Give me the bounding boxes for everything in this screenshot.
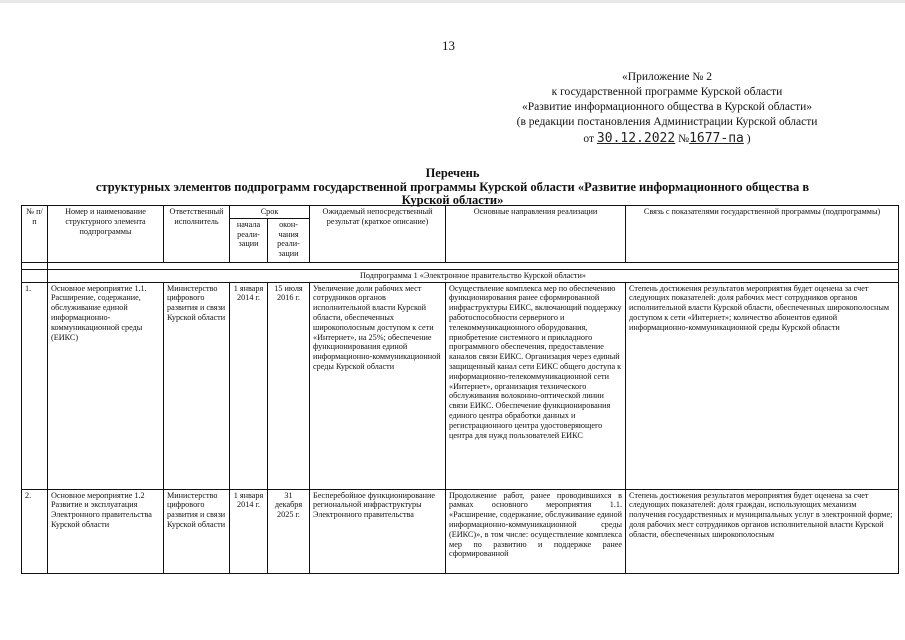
row-num: 1. <box>22 282 48 489</box>
header-end: окон-чания реали-зации <box>268 218 310 262</box>
structural-elements-table <box>21 205 899 574</box>
spacer-cell <box>48 262 899 269</box>
row-end: 31 декабря 2025 г. <box>268 489 310 573</box>
header-directions: Основные направления реализации <box>446 206 626 263</box>
row-link: Степень достижения результатов мероприятия будет оценена за счет следующих показателей: доля граждан, использующих механизм получения государственных и муниципальных услуг в электронной форме; доля рабочих мест сотрудников органов исполнительной власти Курской области, обеспеченных широкополосным <box>626 489 899 573</box>
document-subtitle-line-1: структурных элементов подпрограмм государственной программы Курской области «Развитие информационного общества в <box>95 180 810 194</box>
appendix-line-3: «Развитие информационного общества в Курской области» <box>521 101 813 113</box>
number-value: 1677-па <box>689 131 744 146</box>
row-start: 1 января 2014 г. <box>230 282 268 489</box>
appendix-date-line <box>487 131 847 147</box>
row-link: Степень достижения результатов мероприятия будет оценена за счет следующих показателей: доля рабочих мест сотрудников органов исполнительной власти Курской области, обеспеченных широкополосным доступом к сети «Интернет»; количество абонентов единой информационно-коммуникационной среды Курской области <box>626 282 899 489</box>
subprogram-num-cell <box>22 269 48 282</box>
closing-bracket: ) <box>746 133 751 145</box>
header-responsible: Ответственный исполнитель <box>164 206 230 263</box>
document-title: Перечень <box>425 166 480 180</box>
header-link: Связь с показателями государственной программы (подпрограммы) <box>626 206 899 263</box>
number-prefix: № <box>678 133 690 145</box>
header-start: начала реали-зации <box>230 218 268 262</box>
header-name: Номер и наименование структурного элемента подпрограммы <box>48 206 164 263</box>
appendix-line-2: к государственной программе Курской области <box>551 86 783 98</box>
header-term: Срок <box>230 206 310 219</box>
row-num: 2. <box>22 489 48 573</box>
page-number: 13 <box>442 38 455 53</box>
date-prefix: от <box>583 133 595 145</box>
row-name: Основное мероприятие 1.2 Развитие и эксплуатация Электронного правительства Курской области <box>48 489 164 573</box>
table-header-row <box>22 206 899 219</box>
subprogram-row <box>22 269 899 282</box>
row-directions: Осуществление комплекса мер по обеспечению функционирования ранее сформированной инфраструктуры ЕИКС, включающий поддержку работоспособности серверного и телекоммуникационного оборудования, приобретение системного и прикладного программного обеспечения, предоставление каналов связи ЕИКС. Организация через единый защищенный канал сети ЕИКС общего доступа к информационно-телекоммуникационной сети «Интернет», организация технического обслуживания волоконно-оптической линии связи ЕИКС. Обеспечение функционирования единого центра обработки данных и регистрационного центра удостоверяющего центра для нужд пользователей ЕИКС <box>446 282 626 489</box>
row-start: 1 января 2014 г. <box>230 489 268 573</box>
row-responsible: Министерство цифрового развития и связи Курской области <box>164 489 230 573</box>
spacer-cell <box>22 262 48 269</box>
row-name: Основное мероприятие 1.1. Расширение, содержание, обслуживание единой информационно-коммуникационной среды (ЕИКС) <box>48 282 164 489</box>
appendix-line-4: (в редакции постановления Администрации Курской области <box>516 116 818 128</box>
table-row <box>22 282 899 489</box>
header-num: № п/п <box>22 206 48 263</box>
document-subtitle-line-2: Курской области» <box>401 193 504 207</box>
row-result: Увеличение доли рабочих мест сотрудников органов исполнительной власти Курской области, обеспеченных широкополосным доступом к сети «Интернет», на 25%; обеспечение функционирования единой информационно-коммуникационной среды Курской области <box>310 282 446 489</box>
table-row <box>22 489 899 573</box>
date-value: 30.12.2022 <box>596 131 676 146</box>
row-result: Бесперебойное функционирование региональной инфраструктуры Электронного правительства <box>310 489 446 573</box>
subprogram-title: Подпрограмма 1 «Электронное правительство Курской области» <box>48 269 899 282</box>
scan-edge <box>0 0 905 3</box>
row-end: 15 июля 2016 г. <box>268 282 310 489</box>
spacer-row <box>22 262 899 269</box>
row-directions: Продолжение работ, ранее проводившихся в рамках основного мероприятия 1.1. «Расширение, содержание, обслуживание единой информационно-коммуникационной среды (ЕИКС)», в том числе: осуществление комплекса мер по развитию и поддержке ранее сформированной <box>446 489 626 573</box>
header-result: Ожидаемый непосредственный результат (краткое описание) <box>310 206 446 263</box>
row-responsible: Министерство цифрового развития и связи Курской области <box>164 282 230 489</box>
appendix-line-1: «Приложение № 2 <box>622 71 712 83</box>
appendix-header <box>487 70 847 147</box>
